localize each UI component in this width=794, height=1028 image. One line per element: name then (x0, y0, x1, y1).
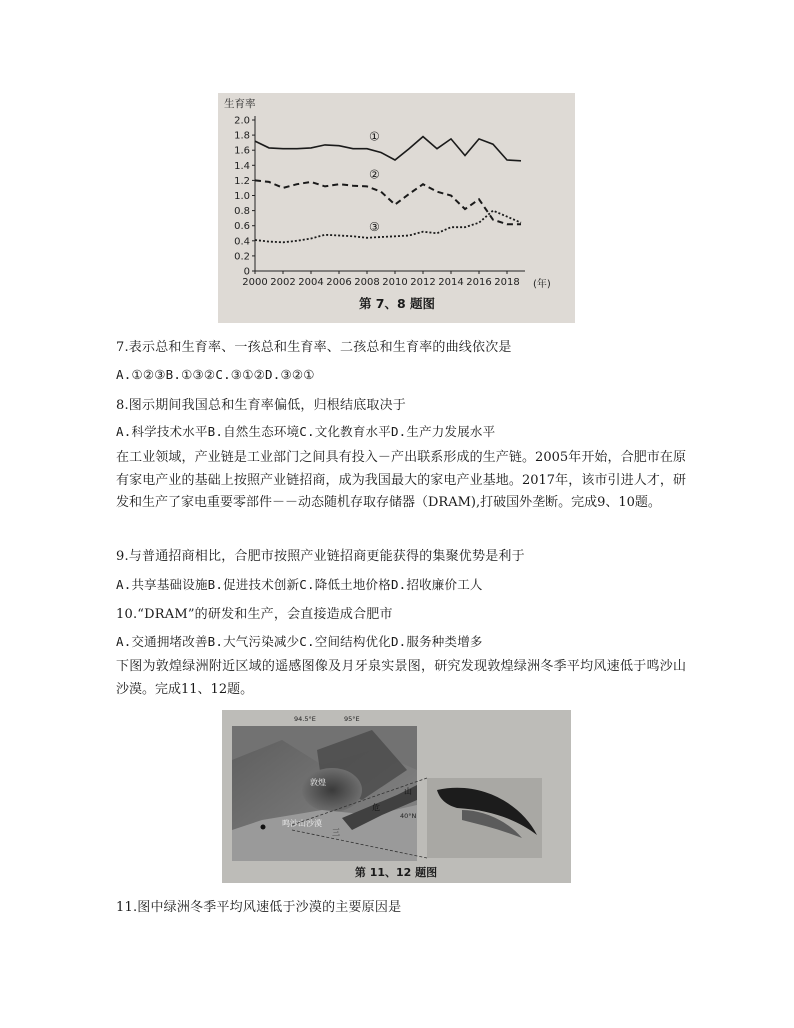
question-7-options: A.①②③B.①③②C.③①②D.③②① (116, 367, 315, 382)
y-tick-label: 2.0 (234, 115, 250, 127)
x-tick-label: 2002 (270, 277, 296, 288)
passage-dunhuang: 下图为敦煌绿洲附近区域的遥感图像及月牙泉实景图，研究发现敦煌绿洲冬季平均风速低于鸣沙山沙漠。完成11、12题。 (116, 659, 686, 697)
oasis-area (302, 768, 362, 812)
y-tick-label: 1.8 (234, 130, 250, 142)
x-tick-label: 2012 (410, 277, 436, 288)
y-tick-label: 0 (243, 266, 250, 278)
x-tick-label: 2018 (494, 277, 520, 288)
dunhuang-remote-sensing-figure (222, 710, 571, 883)
question-8-stem: 8.图示期间我国总和生育率偏低，归根结底取决于 (116, 398, 407, 413)
chart-caption: 第 7、8 题图 (358, 296, 436, 311)
x-axis-label: (年) (533, 279, 551, 290)
series-label-1: ① (369, 129, 380, 144)
y-tick-label: 1.2 (234, 175, 250, 187)
x-tick-label: 2000 (242, 277, 268, 288)
y-tick-label: 1.0 (234, 191, 250, 202)
y-axis-label: 生育率 (224, 98, 256, 110)
question-7-stem: 7.表示总和生育率、一孩总和生育率、二孩总和生育率的曲线依次是 (116, 340, 512, 355)
x-tick-label: 2008 (354, 277, 380, 288)
question-10-stem: 10.“DRAM”的研发和生产，会直接造成合肥市 (116, 607, 393, 622)
latitude-label: 40°N (400, 812, 417, 820)
series-line-2 (255, 180, 521, 224)
question-8-options: A.科学技术水平B.自然生态环境C.文化教育水平D.生产力发展水平 (116, 424, 496, 439)
desert-label: 鸣沙山沙漠 (282, 819, 322, 828)
x-tick-label: 2016 (466, 277, 492, 288)
x-tick-label: 2014 (438, 277, 464, 288)
y-tick-label: 1.4 (234, 160, 250, 172)
mountain-label-1: 三 (332, 828, 340, 837)
y-tick-label: 0.4 (234, 236, 250, 248)
mountain-label-2: 危 (372, 803, 380, 812)
y-tick-label: 0.8 (234, 206, 250, 218)
x-tick-label: 2004 (298, 277, 324, 288)
y-tick-label: 1.6 (234, 145, 250, 157)
fertility-line-chart (218, 93, 575, 323)
yueyaquan-location-marker (261, 825, 266, 830)
x-tick-label: 2006 (326, 277, 352, 288)
oasis-label: 敦煌 (310, 778, 326, 787)
mountain-label-3: 山 (404, 787, 412, 796)
longitude-label-2: 95°E (344, 715, 360, 723)
question-9-options: A.共享基础设施B.促进技术创新C.降低土地价格D.招收廉价工人 (116, 577, 483, 592)
fertility-chart-figure (218, 93, 575, 323)
y-tick-label: 0.6 (234, 221, 250, 233)
y-tick-label: 0.2 (234, 251, 250, 263)
question-11-stem: 11.图中绿洲冬季平均风速低于沙漠的主要原因是 (116, 900, 402, 915)
question-9-stem: 9.与普通招商相比，合肥市按照产业链招商更能获得的集聚优势是利于 (116, 549, 525, 564)
series-label-3: ③ (369, 219, 380, 234)
passage-industry-chain: 在工业领域，产业链是工业部门之间具有投入－产出联系形成的生产链。2005年开始，合肥市在原有家电产业的基础上按照产业链招商，成为我国最大的家电产业基地。2017年，该市引进人才，研发和生产了家电重要零部件－－动态随机存取存储器（DRAM),打破国外垄断。完成9、10题。 (116, 450, 686, 510)
series-line-3 (255, 211, 521, 243)
longitude-label-1: 94.5°E (294, 715, 316, 723)
map-caption: 第 11、12 题图 (354, 866, 438, 879)
series-line-1 (255, 137, 521, 161)
series-label-2: ② (369, 167, 380, 182)
remote-sensing-image (222, 710, 571, 883)
x-tick-label: 2010 (382, 277, 408, 288)
question-10-options: A.交通拥堵改善B.大气污染减少C.空间结构优化D.服务种类增多 (116, 634, 483, 649)
